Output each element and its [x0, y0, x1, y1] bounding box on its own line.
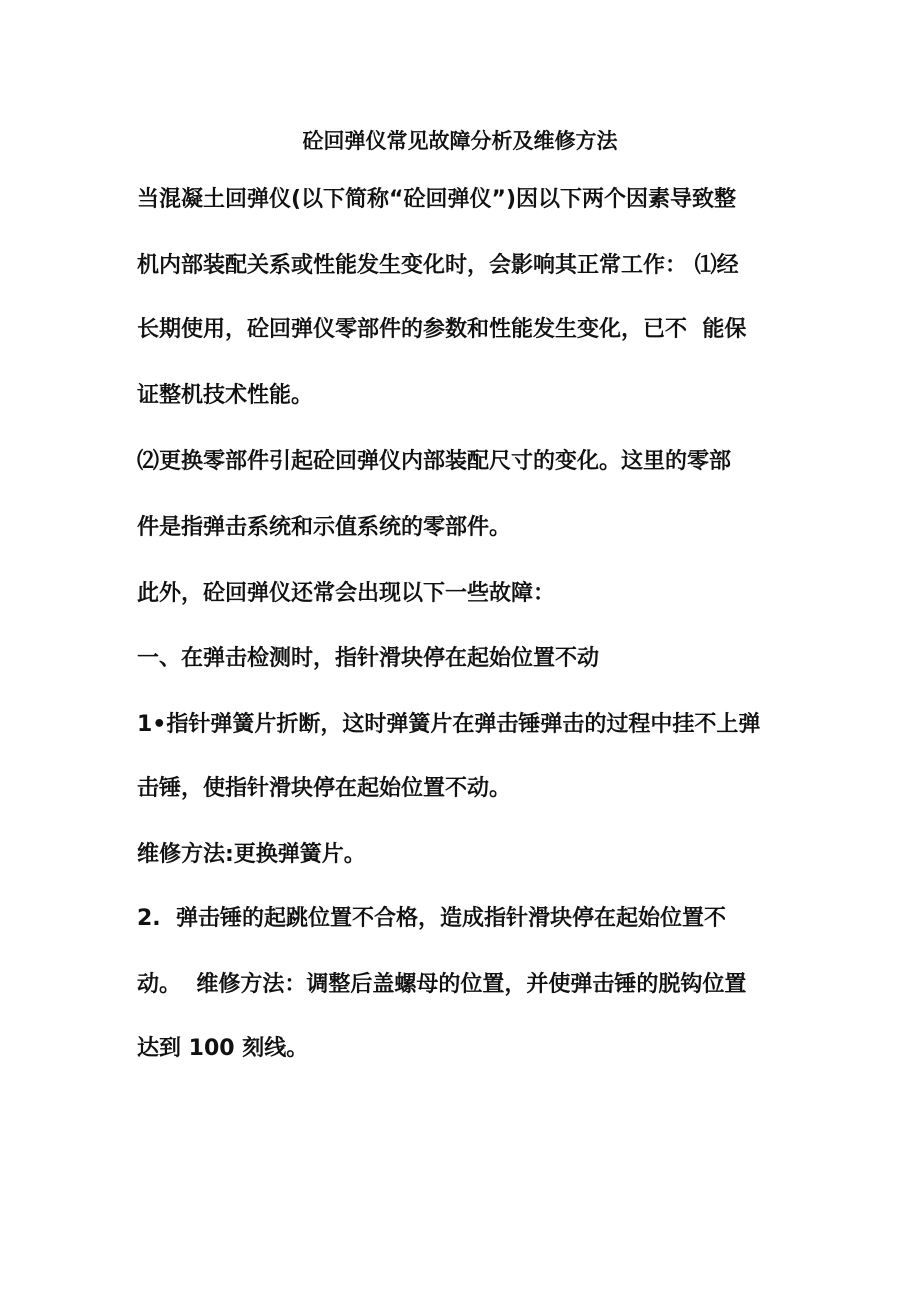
paragraph-line: 此外，砼回弹仪还常会出现以下一些故障：	[137, 581, 556, 606]
paragraph-line: 击锤，使指针滑块停在起始位置不动。	[137, 776, 512, 801]
section-heading: 一、在弹击检测时，指针滑块停在起始位置不动	[137, 646, 600, 671]
paragraph-line: 1•指针弹簧片折断，这时弹簧片在弹击锤弹击的过程中挂不上弹	[137, 712, 761, 737]
paragraph-line: ⑵更换零部件引起砼回弹仪内部装配尺寸的变化。这里的零部	[137, 449, 732, 474]
paragraph-line: 长期使用，砼回弹仪零部件的参数和性能发生变化，已不 能保	[137, 317, 747, 342]
paragraph-line: 当混凝土回弹仪(以下简称“砼回弹仪”)因以下两个因素导致整	[137, 187, 737, 212]
document-title: 砼回弹仪常见故障分析及维修方法	[302, 129, 618, 153]
paragraph-line: 机内部装配关系或性能发生变化时，会影响其正常工作： ⑴经	[137, 253, 739, 278]
paragraph-line: 动。 维修方法：调整后盖螺母的位置，并使弹击锤的脱钩位置	[137, 972, 747, 997]
paragraph-line: 件是指弹击系统和示值系统的零部件。	[137, 515, 512, 540]
paragraph-line: 2. 弹击锤的起跳位置不合格，造成指针滑块停在起始位置不	[137, 906, 726, 931]
paragraph-line: 达到 100 刻线。	[137, 1036, 309, 1061]
paragraph-line: 维修方法:更换弹簧片。	[137, 842, 366, 867]
paragraph-line: 证整机技术性能。	[137, 383, 314, 408]
